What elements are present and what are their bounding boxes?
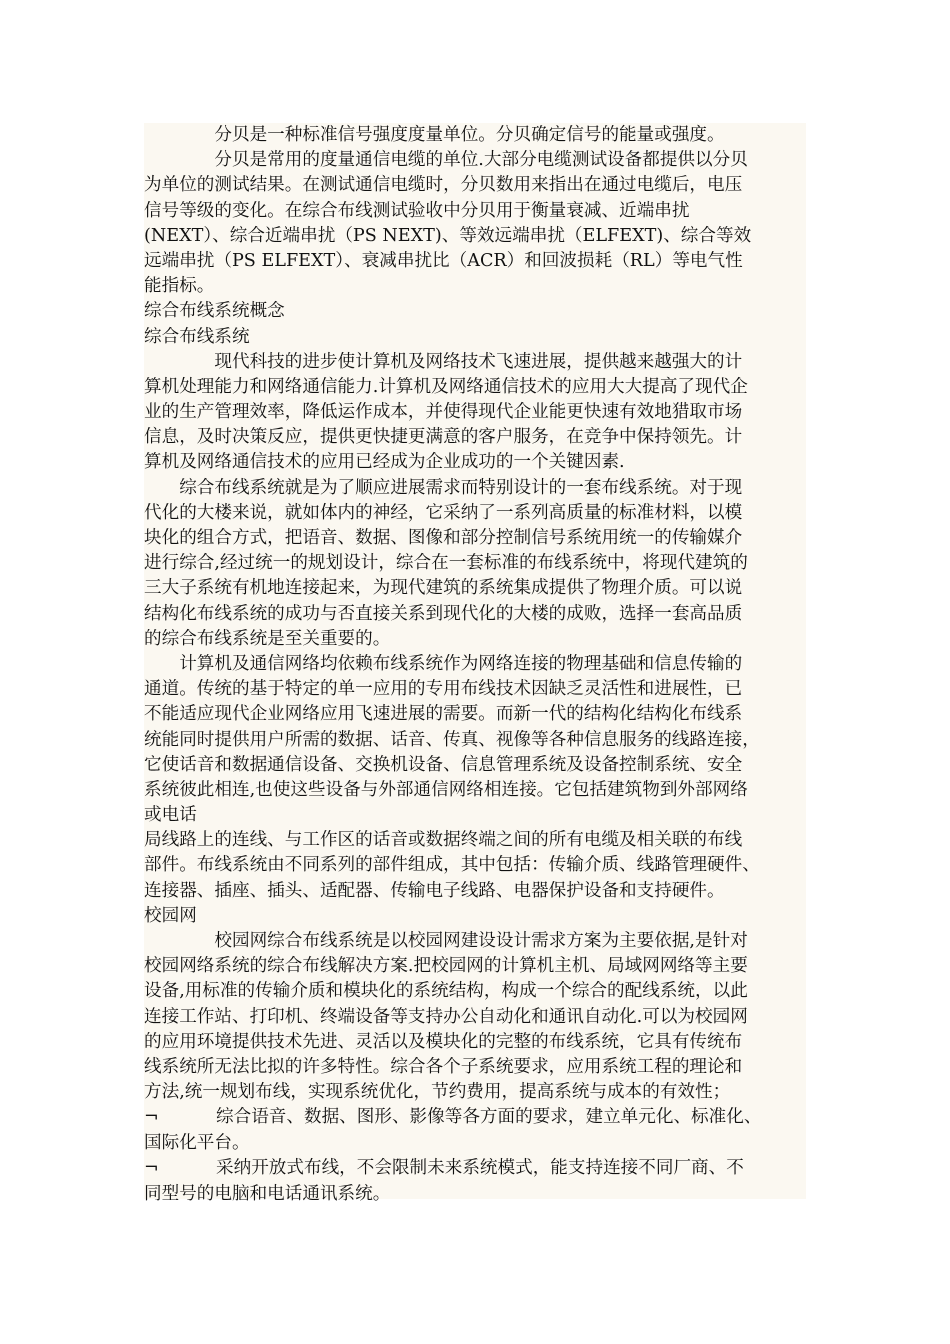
section-heading: 综合布线系统 (144, 326, 250, 347)
text-line: 局线路上的连线、与工作区的话音或数据终端之间的所有电缆及相关联的布线 (144, 830, 743, 851)
text-line: 它使话音和数据通信设备、交换机设备、信息管理系统及设备控制系统、安全 (144, 754, 743, 775)
text-line: 分贝是常用的度量通信电缆的单位.大部分电缆测试设备都提供以分贝 (144, 150, 748, 171)
text-line: (NEXT）、综合近端串扰（PS NEXT)、等效远端串扰（ELFEXT)、综合等效 (144, 225, 752, 246)
text-line: 部件。布线系统由不同系列的部件组成，其中包括：传输介质、线路管理硬件、 (144, 855, 760, 876)
text-line: 算机处理能力和网络通信能力.计算机及网络通信技术的应用大大提高了现代企 (144, 376, 748, 397)
document-body (144, 123, 804, 1207)
bullet-text: 综合语音、数据、图形、影像等各方面的要求，建立单元化、标准化、 (216, 1107, 762, 1128)
text-line: 不能适应现代企业网络应用飞速进展的需要。而新一代的结构化结构化布线系 (144, 704, 743, 725)
section-heading: 校园网 (144, 905, 197, 926)
bullet-text-continued: 国际化平台。 (144, 1132, 250, 1153)
text-line: 校园网综合布线系统是以校园网建设设计需求方案为主要依据,是针对 (144, 931, 748, 951)
text-line: 分贝是一种标准信号强度度量单位。分贝确定信号的能量或强度。 (144, 125, 725, 145)
bullet-text-continued: 同型号的电脑和电话通讯系统。 (144, 1183, 391, 1204)
text-line: 业的生产管理效率，降低运作成本，并使得现代企业能更快速有效地猎取市场 (144, 402, 743, 423)
text-line: 线系统所无法比拟的许多特性。综合各个子系统要求，应用系统工程的理论和 (144, 1056, 743, 1077)
text-line: 代化的大楼来说，就如体内的神经，它采纳了一系列高质量的标准材料，以模 (144, 502, 743, 523)
text-line: 连接工作站、打印机、终端设备等支持办公自动化和通讯自动化.可以为校园网 (144, 1006, 748, 1027)
text-line: 为单位的测试结果。在测试通信电缆时，分贝数用来指出在通过电缆后，电压 (144, 175, 743, 196)
text-line: 远端串扰（PS ELFEXT）、衰减串扰比（ACR）和回波损耗（RL）等电气性 (144, 250, 743, 271)
text-line: 结构化布线系统的成功与否直接关系到现代化的大楼的成败，选择一套高品质 (144, 603, 743, 624)
text-line: 方法,统一规划布线，实现系统优化，节约费用，提高系统与成本的有效性； (144, 1082, 731, 1103)
bullet-item (144, 1156, 804, 1207)
text-line: 算机及网络通信技术的应用已经成为企业成功的一个关键因素. (144, 452, 625, 473)
text-line: 通道。传统的基于特定的单一应用的专用布线技术因缺乏灵活性和进展性，已 (144, 679, 743, 700)
text-line: 连接器、插座、插头、适配器、传输电子线路、电器保护设备和支持硬件。 (144, 880, 725, 901)
text-line: 的应用环境提供技术先进、灵活以及模块化的完整的布线系统，它具有传统布 (144, 1031, 743, 1052)
text-line: 的综合布线系统是至关重要的。 (144, 628, 391, 649)
text-line: 三大子系统有机地连接起来，为现代建筑的系统集成提供了物理介质。可以说 (144, 578, 743, 599)
bullet-mark: ¬ (144, 1107, 159, 1128)
text-line: 统能同时提供用户所需的数据、话音、传真、视像等各种信息服务的线路连接， (144, 729, 760, 750)
text-line: 能指标。 (144, 276, 215, 297)
text-line: 进行综合,经过统一的规划设计，综合在一套标准的布线系统中，将现代建筑的 (144, 553, 748, 574)
text-line: 计算机及通信网络均依赖布线系统作为网络连接的物理基础和信息传输的 (144, 653, 743, 674)
text-line: 综合布线系统就是为了顺应进展需求而特别设计的一套布线系统。对于现 (144, 477, 743, 498)
text-line: 系统彼此相连,也使这些设备与外部通信网络相连接。它包括建筑物到外部网络 (144, 779, 748, 800)
text-line: 或电话 (144, 805, 197, 826)
bullet-item (144, 1105, 804, 1156)
text-line: 现代科技的进步使计算机及网络技术飞速进展，提供越来越强大的计 (144, 351, 743, 372)
text-line: 校园网络系统的综合布线解决方案.把校园网的计算机主机、局域网网络等主要 (144, 956, 748, 977)
text-line: 设备,用标准的传输介质和模块化的系统结构，构成一个综合的配线系统，以此 (144, 981, 748, 1002)
text-line: 块化的组合方式，把语音、数据、图像和部分控制信号系统用统一的传输媒介 (144, 528, 743, 548)
bullet-text: 采纳开放式布线，不会限制未来系统模式，能支持连接不同厂商、不 (216, 1158, 744, 1179)
bullet-mark: ¬ (144, 1158, 159, 1179)
text-line: 信号等级的变化。在综合布线测试验收中分贝用于衡量衰减、近端串扰 (144, 200, 690, 221)
section-heading: 综合布线系统概念 (144, 301, 285, 322)
text-line: 信息，及时决策反应，提供更快捷更满意的客户服务，在竞争中保持领先。计 (144, 427, 743, 448)
